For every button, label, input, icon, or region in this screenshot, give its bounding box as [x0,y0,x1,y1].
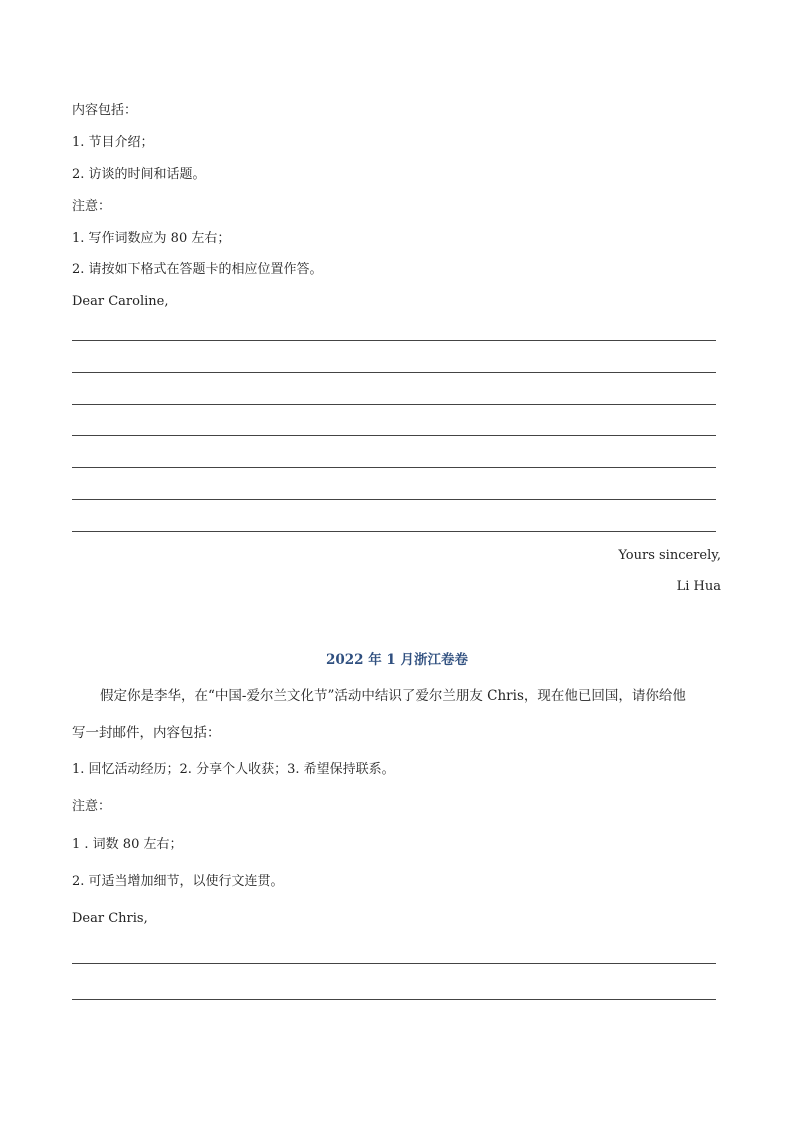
writing-line [72,340,716,341]
content-header: 内容包括： [72,103,138,118]
prompt-line-2: 写一封邮件，内容包括： [72,725,221,741]
note-item-1: 1 . 词数 80 左右； [72,837,183,852]
prompt-line-1: 假定你是李华，在“中国-爱尔兰文化节”活动中结识了爱尔兰朋友 Chris，现在他已回国，请你给他 [100,688,686,704]
notes-header: 注意： [72,199,112,214]
content-items: 1. 回忆活动经历；2. 分享个人收获；3. 希望保持联系。 [72,762,395,777]
note-item-1: 1. 写作词数应为 80 左右； [72,231,231,246]
note-item-2: 2. 可适当增加细节，以使行文连贯。 [72,874,284,889]
letter-greeting: Dear Chris, [72,911,148,926]
note-item-2: 2. 请按如下格式在答题卡的相应位置作答。 [72,262,323,277]
writing-line [72,372,716,373]
writing-line [72,963,716,964]
section-title: 2022 年 1 月浙江卷卷 [325,652,469,668]
writing-line [72,435,716,436]
content-item-1: 1. 节目介绍； [72,135,154,150]
letter-greeting: Dear Caroline, [72,294,169,309]
writing-line [72,404,716,405]
writing-line [72,467,716,468]
letter-signature: Li Hua [676,579,721,594]
notes-header: 注意： [72,799,112,814]
writing-line [72,531,716,532]
letter-closing: Yours sincerely, [618,548,721,563]
content-item-2: 2. 访谈的时间和话题。 [72,167,206,182]
writing-line [72,999,716,1000]
writing-line [72,499,716,500]
